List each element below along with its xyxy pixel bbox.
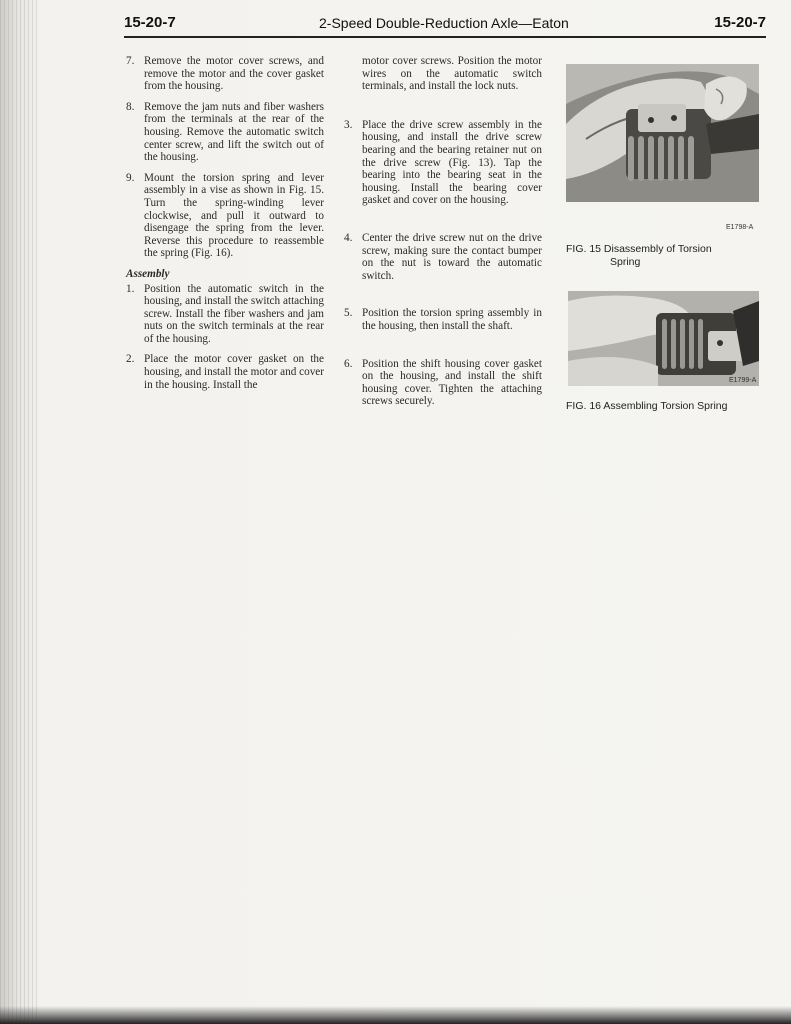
figure-15-code: E1798-A: [726, 224, 754, 231]
header-rule: [124, 36, 766, 38]
step-9: [124, 172, 324, 260]
assembly-heading: Assembly: [126, 267, 170, 280]
assembly-step-2: [124, 353, 324, 391]
step-text: Position the shift housing cover gasket on the housing, and install the shift housing cover. Tighten the attaching screws securely.: [362, 357, 542, 408]
step-2-continuation: motor cover screws. Position the motor wires on the automatic switch terminals, and install the lock nuts.: [362, 55, 542, 93]
page-edge-shadow: [0, 0, 40, 1024]
step-number: 4.: [344, 231, 353, 244]
figure-15-caption-line2: Spring: [610, 255, 641, 268]
section-title: 2-Speed Double-Reduction Axle—Eaton: [319, 15, 569, 31]
step-number: 1.: [126, 282, 135, 295]
assembly-step-1: [124, 283, 324, 346]
step-number: 5.: [344, 307, 353, 320]
figure-15-photo: [566, 64, 759, 202]
text-column-2: [342, 55, 542, 433]
figure-15-caption: [566, 243, 756, 268]
figure-16-code: E1799-A: [729, 377, 757, 384]
step-text: Position the torsion spring assembly in the housing, then install the shaft.: [362, 307, 542, 332]
step-number: 6.: [344, 357, 353, 370]
assembly-step-5: [342, 307, 542, 332]
step-number: 8.: [126, 100, 135, 113]
step-8: [124, 101, 324, 164]
step-number: 9.: [126, 171, 135, 184]
step-number: 2.: [126, 353, 135, 366]
text-column-1: [124, 55, 324, 399]
page-bottom-shadow: [0, 1006, 791, 1024]
step-text: Place the drive screw assembly in the housing, and install the drive screw bearing and the bearing retainer nut on the drive screw (Fig. 13). Tap the bearing into the bearing seat in the housing. Install the bearing cover gasket and cover on the housing.: [362, 118, 542, 207]
step-text: Remove the motor cover screws, and remove the motor and the cover gasket from the housing.: [144, 55, 324, 93]
figure-15-caption-line1: FIG. 15 Disassembly of Torsion: [566, 243, 712, 255]
page-number-left: 15-20-7: [124, 14, 176, 31]
step-text: Mount the torsion spring and lever assembly in a vise as shown in Fig. 15. Turn the spring-winding lever clockwise, and pull it outward to disengage the spring from the lever. Reverse this procedure to reassemble the spring (Fig. 16).: [144, 171, 324, 260]
step-number: 3.: [344, 118, 353, 131]
step-text: Center the drive screw nut on the drive screw, making sure the contact bumper on the nut is toward the automatic switch.: [362, 231, 542, 282]
step-7: [124, 55, 324, 93]
figure-16-caption: FIG. 16 Assembling Torsion Spring: [566, 400, 728, 412]
step-text: Place the motor cover gasket on the housing, and install the motor and cover in the housing. Install the: [144, 353, 324, 391]
step-number: 7.: [126, 55, 135, 67]
assembly-step-4: [342, 232, 542, 282]
assembly-step-3: [342, 119, 542, 207]
step-text: Position the automatic switch in the housing, and install the switch attaching screw. Install the fiber washers and jam nuts on the switch terminals at the rear of the housing.: [144, 282, 324, 345]
assembly-step-6: [342, 358, 542, 408]
page-header: [124, 14, 766, 36]
page-number-right: 15-20-7: [714, 14, 766, 31]
figure-16-photo: [568, 291, 759, 386]
step-text: Remove the jam nuts and fiber washers from the terminals at the rear of the housing. Remove the automatic switch center screw, and lift the switch out of the housing.: [144, 100, 324, 164]
